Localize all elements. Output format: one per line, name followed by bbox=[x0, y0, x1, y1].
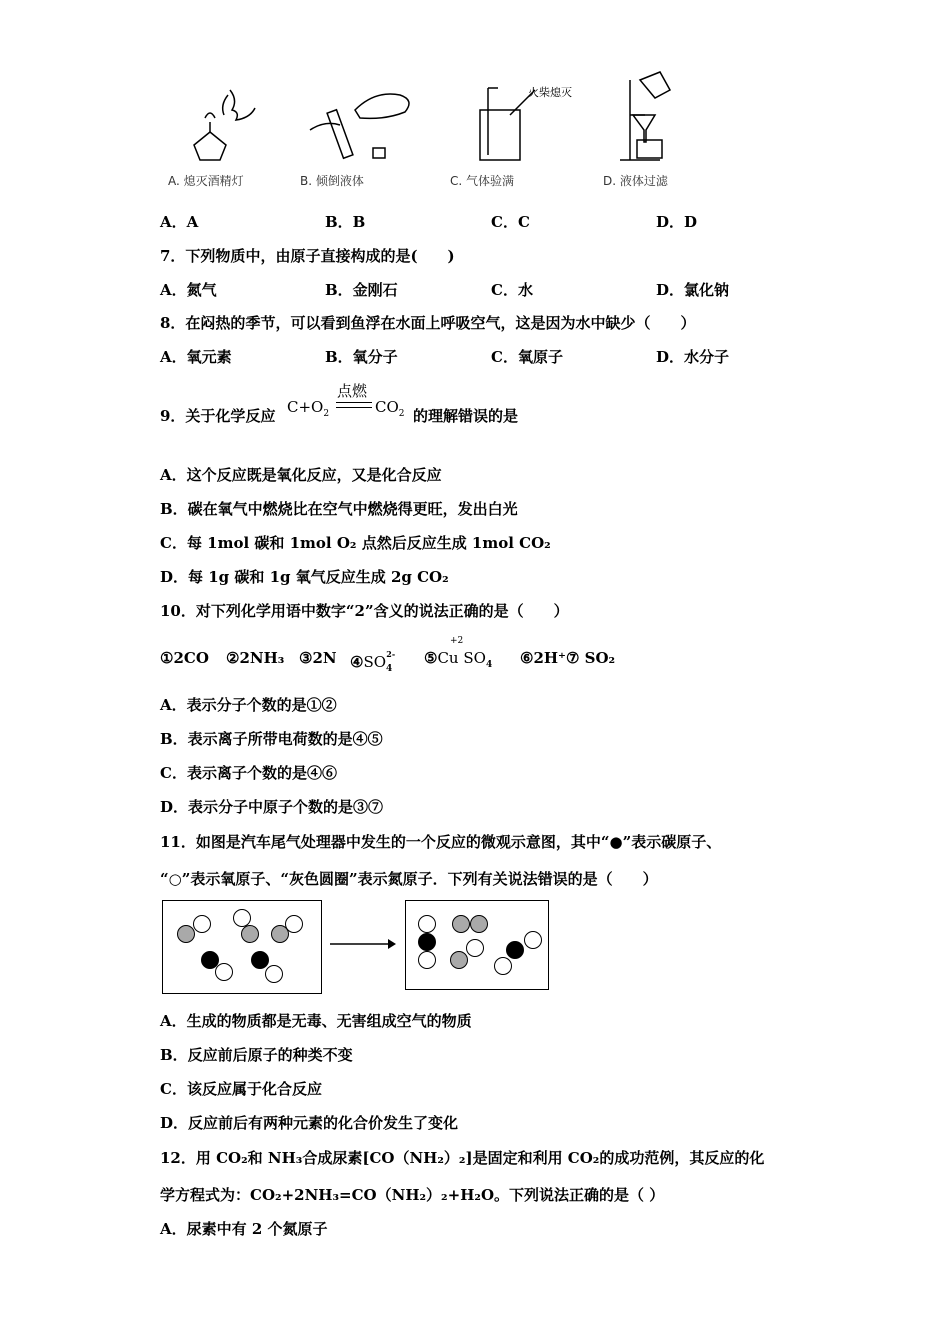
q10-stem: 10．对下列化学用语中数字“2”含义的说法正确的是（ ） bbox=[160, 602, 569, 620]
q9-equation-equals bbox=[336, 402, 372, 408]
q6-option-b[interactable]: B．B bbox=[325, 213, 366, 231]
q10-item-5-formula: Cu SO bbox=[437, 649, 486, 667]
oxygen-atom bbox=[524, 931, 542, 949]
eq-left-sub: 2 bbox=[323, 409, 330, 419]
q10-option-b[interactable]: B．表示离子所带电荷数的是④⑤ bbox=[160, 730, 383, 748]
nitrogen-atom bbox=[241, 925, 259, 943]
carbon-atom bbox=[418, 933, 436, 951]
q9-option-c[interactable]: C．每 1mol 碳和 1mol O₂ 点然后反应生成 1mol CO₂ bbox=[160, 534, 551, 552]
q9-stem-suffix: 的理解错误的是 bbox=[413, 407, 519, 425]
q9-equation-left bbox=[287, 398, 329, 419]
q10-item-4-sup: 2- bbox=[386, 649, 396, 659]
q10-item-4-mark: ④ bbox=[350, 653, 364, 671]
q10-item-6-7: ⑥2H⁺⑦ SO₂ bbox=[520, 649, 616, 667]
q9-equation-condition: 点燃 bbox=[337, 382, 368, 400]
oxygen-atom bbox=[193, 915, 211, 933]
q7-option-a[interactable]: A．氮气 bbox=[160, 281, 217, 299]
reaction-arrow-icon bbox=[330, 936, 396, 952]
lab-apparatus-illustrations bbox=[160, 70, 720, 170]
oxygen-atom bbox=[215, 963, 233, 981]
nitrogen-atom bbox=[271, 925, 289, 943]
q6-option-a[interactable]: A．A bbox=[160, 213, 199, 231]
pouring-liquid-icon bbox=[310, 94, 409, 158]
products-box bbox=[405, 900, 549, 990]
eq-right-text: CO bbox=[375, 398, 399, 416]
q11-option-c[interactable]: C．该反应属于化合反应 bbox=[160, 1080, 322, 1098]
nitrogen-atom bbox=[177, 925, 195, 943]
q11-stem-line1: 11．如图是汽车尾气处理器中发生的一个反应的微观示意图，其中“●”表示碳原子、 bbox=[160, 833, 722, 851]
lab-caption-b: B. 倾倒液体 bbox=[300, 174, 364, 188]
q10-item-4-sub: 4 bbox=[386, 664, 393, 674]
q10-item-5 bbox=[424, 648, 492, 675]
q7-stem: 7．下列物质中，由原子直接构成的是( ) bbox=[160, 247, 455, 265]
q11-option-b[interactable]: B．反应前后原子的种类不变 bbox=[160, 1046, 353, 1064]
gas-collection-bottle-icon bbox=[480, 88, 535, 160]
q10-item-2: ②2NH₃ bbox=[226, 649, 285, 667]
q11-option-d[interactable]: D．反应前后有两种元素的化合价发生了变化 bbox=[160, 1114, 459, 1132]
q8-option-d[interactable]: D．水分子 bbox=[656, 348, 730, 366]
eq-right-sub: 2 bbox=[398, 409, 405, 419]
filtration-icon bbox=[620, 72, 670, 160]
q7-option-b[interactable]: B．金刚石 bbox=[325, 281, 398, 299]
oxygen-atom bbox=[418, 951, 436, 969]
q10-option-a[interactable]: A．表示分子个数的是①② bbox=[160, 696, 337, 714]
q9-option-d[interactable]: D．每 1g 碳和 1g 氧气反应生成 2g CO₂ bbox=[160, 568, 449, 586]
q9-equation-right bbox=[375, 398, 405, 419]
eq-left-text: C+O bbox=[287, 398, 324, 416]
q10-option-c[interactable]: C．表示离子个数的是④⑥ bbox=[160, 764, 337, 782]
q11-option-a[interactable]: A．生成的物质都是无毒、无害组成空气的物质 bbox=[160, 1012, 472, 1030]
q9-option-a[interactable]: A．这个反应既是氧化反应，又是化合反应 bbox=[160, 466, 442, 484]
q10-item-5-mark: ⑤ bbox=[424, 649, 438, 667]
q10-item-1: ①2CO bbox=[160, 649, 209, 667]
q8-stem: 8．在闷热的季节，可以看到鱼浮在水面上呼吸空气，这是因为水中缺少（ ） bbox=[160, 314, 696, 332]
nitrogen-atom bbox=[452, 915, 470, 933]
q12-option-a[interactable]: A．尿素中有 2 个氮原子 bbox=[160, 1220, 328, 1238]
q6-option-c[interactable]: C．C bbox=[491, 213, 530, 231]
lab-caption-c: C. 气体验满 bbox=[450, 174, 515, 188]
match-label: 火柴熄灭 bbox=[528, 86, 572, 99]
carbon-atom bbox=[506, 941, 524, 959]
q8-option-c[interactable]: C．氧原子 bbox=[491, 348, 563, 366]
nitrogen-atom bbox=[470, 915, 488, 933]
q10-item-4 bbox=[350, 648, 401, 679]
q7-option-c[interactable]: C．水 bbox=[491, 281, 533, 299]
lab-caption-a: A. 熄灭酒精灯 bbox=[168, 174, 244, 188]
q8-option-b[interactable]: B．氧分子 bbox=[325, 348, 398, 366]
q10-item-4-formula: SO bbox=[363, 653, 387, 671]
oxygen-atom bbox=[265, 965, 283, 983]
q8-option-a[interactable]: A．氧元素 bbox=[160, 348, 232, 366]
nitrogen-atom bbox=[450, 951, 468, 969]
q10-item-5-sub: 4 bbox=[485, 660, 493, 670]
oxygen-atom bbox=[494, 957, 512, 975]
q10-item-3: ③2N bbox=[299, 649, 337, 667]
q10-option-d[interactable]: D．表示分子中原子个数的是③⑦ bbox=[160, 798, 384, 816]
q9-option-b[interactable]: B．碳在氧气中燃烧比在空气中燃烧得更旺，发出白光 bbox=[160, 500, 518, 518]
oxygen-atom bbox=[418, 915, 436, 933]
q10-item-5-charge: +2 bbox=[450, 636, 464, 646]
carbon-atom bbox=[251, 951, 269, 969]
oxygen-atom bbox=[466, 939, 484, 957]
alcohol-lamp-icon bbox=[194, 90, 255, 160]
q12-stem-line2: 学方程式为：CO₂+2NH₃=CO（NH₂）₂+H₂O。下列说法正确的是（ ） bbox=[160, 1186, 665, 1204]
q12-stem-line1: 12．用 CO₂和 NH₃合成尿素[CO（NH₂）₂]是固定和利用 CO₂的成功范例，其反应的化 bbox=[160, 1149, 765, 1167]
reactants-box bbox=[162, 900, 322, 994]
q6-option-d[interactable]: D．D bbox=[656, 213, 698, 231]
lab-caption-d: D. 液体过滤 bbox=[603, 174, 668, 188]
q11-stem-line2: “○”表示氧原子、“灰色圆圈”表示氮原子．下列有关说法错误的是（ ） bbox=[160, 870, 658, 888]
q9-stem-prefix: 9．关于化学反应 bbox=[160, 407, 276, 425]
q7-option-d[interactable]: D．氯化钠 bbox=[656, 281, 730, 299]
